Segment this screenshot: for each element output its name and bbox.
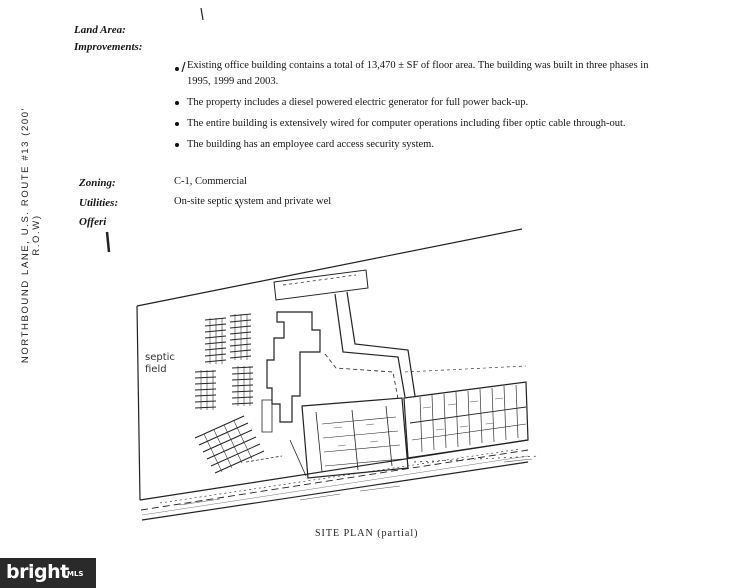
offering-label: Offeri (79, 216, 107, 228)
watermark-mls-text: MLS (67, 570, 84, 578)
improvement-item-2: The property includes a diesel powered electric generator for full power back-up. (187, 97, 529, 108)
route-label: NORTHBOUND LANE, U.S. ROUTE #13 (200' R.O.W) (20, 106, 42, 364)
land-area-label: Land Area: (74, 24, 126, 36)
septic-label-line-1: septic (145, 352, 175, 363)
septic-field-label (145, 352, 187, 376)
zoning-label: Zoning: (79, 177, 116, 189)
septic-label-line-2: field (145, 364, 167, 375)
site-plan-caption: SITE PLAN (partial) (315, 528, 419, 539)
watermark-logo-text: bright (6, 561, 69, 583)
improvement-item-1: Existing office building contains a total of 13,470 ± SF of floor area. The building was built in three phases in (187, 60, 649, 71)
improvement-item-1-cont: 1995, 1999 and 2003. (187, 76, 279, 87)
zoning-value: C-1, Commercial (174, 176, 247, 187)
improvements-label: Improvements: (74, 41, 143, 53)
utilities-label: Utilities: (79, 197, 119, 209)
improvement-item-4: The building has an employee card access security system. (187, 139, 434, 150)
utilities-value: On-site septic system and private wel (174, 196, 332, 207)
bright-mls-watermark (0, 558, 96, 588)
improvement-item-3: The entire building is extensively wired for computer operations including fiber optic cable through-out. (187, 118, 626, 129)
